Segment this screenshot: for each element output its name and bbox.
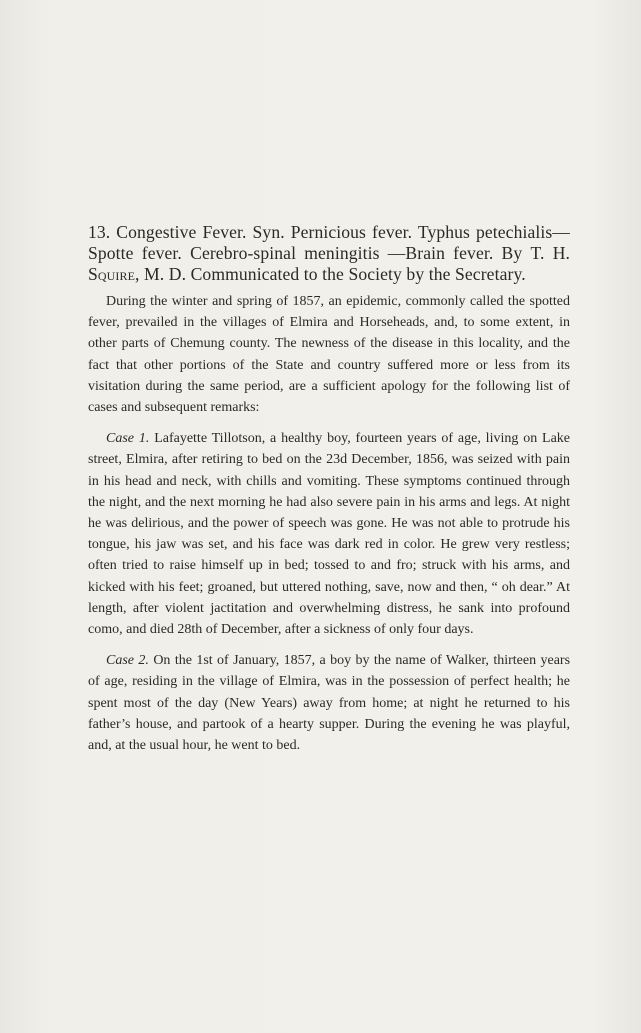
paragraph-intro-text: During the winter and spring of 1857, an epidemic, commonly called the spotted fever, prevailed in the villages of Elmira and Horseheads, and, to some extent, in other parts of Chemung county. The newness of the disease in this locality, and the fact that other portions of the State and country suffered more or less from its visitation during the same period, are a sufficient apology for the following list of cases and subsequent remarks:: [88, 294, 570, 416]
page-text: [88, 222, 570, 766]
case-2-label: Case 2.: [106, 653, 149, 669]
section-number: 13.: [88, 222, 111, 242]
section-communication: Communicated to the Society by the Secretary.: [190, 264, 526, 284]
paragraph-intro: [88, 291, 570, 418]
case-1-text: Lafayette Tillotson, a healthy boy, fourteen years of age, living on Lake street, Elmira, after retiring to bed on the 23d December, 1856, was seized with pain in his head and neck, with chills and vomiting. These symptoms continued through the night, and the next morning he had also severe pain in his arms and legs. At night he was delirious, and the power of speech was gone. He was not able to protrude his tongue, his jaw was set, and his face was dark red in color. He grew very restless; often tried to raise himself up in bed; tossed to and fro; struck with his arms, and kicked with his feet; groaned, but uttered nothing, save, now and then, “ oh dear.” At length, after violent jactitation and overwhelming distress, he sank into profound como, and died 28th of December, after a sickness of only four days.: [88, 431, 571, 638]
paragraph-case-1: [88, 428, 570, 640]
section-synonyms: Syn. Pernicious fever. Typhus petechialis—Spotte fever. Cerebro-spinal meningitis —Brain fever. By: [88, 222, 571, 263]
section-title: Congestive Fever.: [116, 222, 247, 242]
paragraph-case-2: [88, 650, 570, 756]
section-author: T. H. Squire, M. D.: [88, 243, 571, 284]
section-heading: [88, 222, 570, 285]
case-1-label: Case 1.: [106, 431, 150, 447]
case-2-text: On the 1st of January, 1857, a boy by the name of Walker, thirteen years of age, residing in the village of Elmira, was in the possession of perfect health; he spent most of the day (New Years) away from home; at night he returned to his father’s house, and partook of a hearty supper. During the evening he was playful, and, at the usual hour, he went to bed.: [88, 653, 571, 754]
